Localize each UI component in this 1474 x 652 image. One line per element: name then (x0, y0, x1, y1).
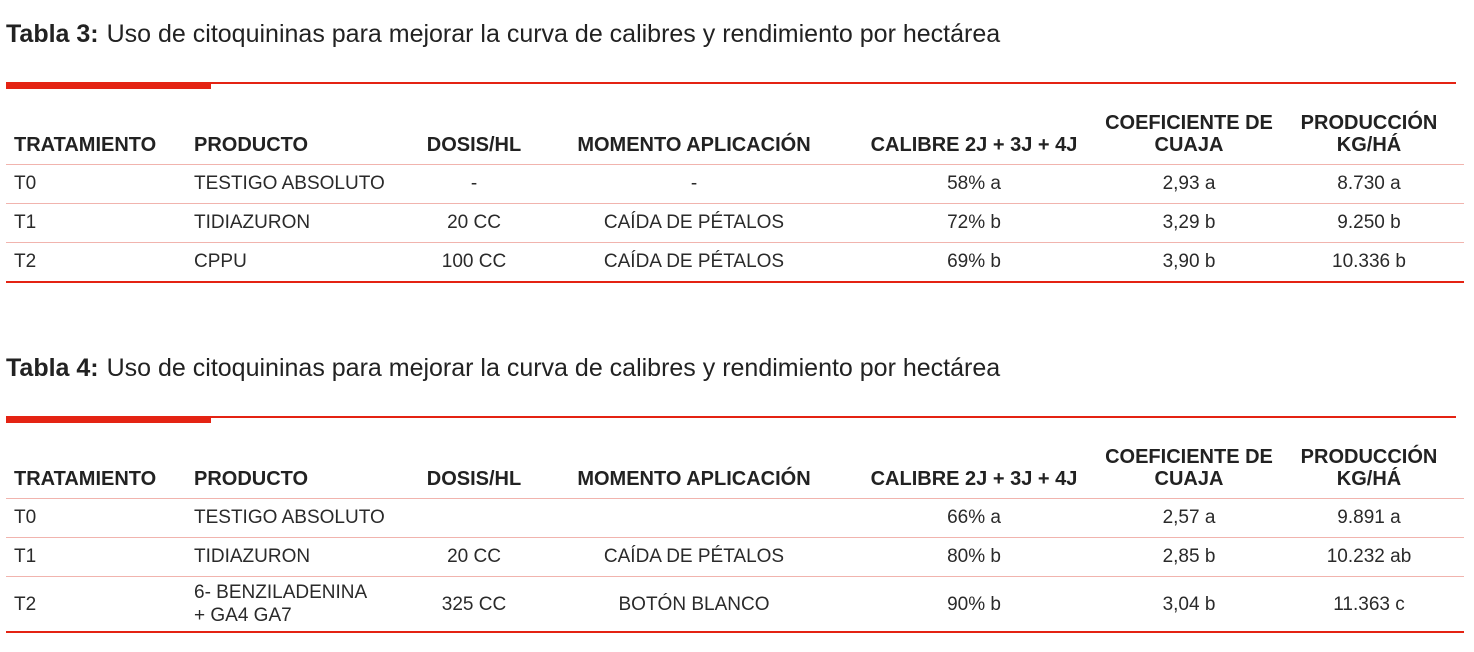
header-momento: MOMENTO APLICACIÓN (577, 468, 811, 490)
header-coeficiente-line2: CUAJA (1154, 468, 1224, 490)
cell-producto: TESTIGO ABSOLUTO (194, 173, 385, 194)
cell-momento (544, 499, 844, 538)
table-row (6, 538, 1464, 577)
cell-produccion: 10.336 b (1332, 251, 1406, 272)
cell-momento: CAÍDA DE PÉTALOS (603, 212, 785, 233)
table-4-block (6, 348, 1456, 633)
header-tratamiento: TRATAMIENTO (14, 134, 157, 156)
table-row (6, 243, 1464, 283)
table-caption: Uso de citoquininas para mejorar la curva de calibres y rendimiento por hectárea (106, 354, 1001, 382)
header-produccion (1274, 90, 1464, 165)
header-produccion (1274, 424, 1464, 499)
table-title (6, 348, 1456, 388)
data-table (6, 424, 1464, 633)
header-calibre: CALIBRE 2J + 3J + 4J (870, 134, 1078, 156)
cell-coeficiente: 3,90 b (1162, 251, 1216, 272)
table-label: Tabla 3: (6, 20, 99, 48)
data-table (6, 90, 1464, 283)
cell-produccion: 8.730 a (1337, 173, 1401, 194)
cell-producto-line2: + GA4 GA7 (194, 605, 292, 626)
cell-dosis: 100 CC (441, 251, 507, 272)
table-row (6, 204, 1464, 243)
header-momento: MOMENTO APLICACIÓN (577, 134, 811, 156)
cell-producto-line1: 6- BENZILADENINA (194, 582, 368, 603)
header-coeficiente (1104, 90, 1274, 165)
cell-tratamiento: T0 (14, 507, 37, 528)
cell-calibre: 72% b (947, 212, 1001, 233)
table-accent-rule (6, 416, 1456, 424)
table-accent-rule (6, 82, 1456, 90)
cell-produccion: 9.250 b (1337, 212, 1401, 233)
header-produccion-line2: KG/HÁ (1336, 134, 1402, 156)
cell-producto: CPPU (194, 251, 247, 272)
cell-producto (194, 577, 404, 633)
cell-momento: BOTÓN BLANCO (618, 593, 770, 615)
cell-produccion: 11.363 c (1333, 593, 1405, 615)
cell-coeficiente: 2,85 b (1162, 546, 1216, 567)
header-produccion-line2: KG/HÁ (1336, 468, 1402, 490)
header-dosis: DOSIS/HL (426, 468, 522, 490)
cell-coeficiente: 3,29 b (1162, 212, 1216, 233)
cell-momento: - (690, 173, 698, 194)
header-tratamiento: TRATAMIENTO (14, 468, 157, 490)
cell-tratamiento: T1 (14, 546, 37, 567)
header-row (6, 90, 1464, 165)
table-label: Tabla 4: (6, 354, 99, 382)
cell-producto: TIDIAZURON (194, 546, 311, 567)
cell-producto: TIDIAZURON (194, 212, 311, 233)
cell-dosis: 325 CC (441, 593, 507, 615)
header-dosis: DOSIS/HL (426, 134, 522, 156)
header-coeficiente (1104, 424, 1274, 499)
table-3-block (6, 14, 1456, 283)
cell-dosis: - (470, 173, 478, 194)
cell-calibre: 58% a (947, 173, 1001, 194)
table-row (6, 577, 1464, 633)
header-row (6, 424, 1464, 499)
table-caption: Uso de citoquininas para mejorar la curva de calibres y rendimiento por hectárea (106, 20, 1001, 48)
cell-calibre: 80% b (947, 546, 1001, 567)
cell-coeficiente: 3,04 b (1162, 593, 1216, 615)
header-coeficiente-line1: COEFICIENTE DE (1105, 112, 1273, 134)
cell-produccion: 10.232 ab (1326, 546, 1412, 567)
header-produccion-line1: PRODUCCIÓN (1300, 446, 1438, 468)
cell-tratamiento: T1 (14, 212, 37, 233)
cell-tratamiento: T2 (14, 593, 37, 615)
cell-dosis: 20 CC (447, 546, 501, 567)
cell-produccion: 9.891 a (1337, 507, 1401, 528)
header-producto: PRODUCTO (194, 468, 309, 490)
cell-tratamiento: T2 (14, 251, 37, 272)
table-title (6, 14, 1456, 54)
header-coeficiente-line2: CUAJA (1154, 134, 1224, 156)
cell-coeficiente: 2,57 a (1162, 507, 1216, 528)
cell-calibre: 69% b (947, 251, 1001, 272)
cell-calibre: 90% b (947, 593, 1001, 615)
cell-calibre: 66% a (947, 507, 1001, 528)
cell-dosis: 20 CC (447, 212, 501, 233)
cell-producto: TESTIGO ABSOLUTO (194, 507, 385, 528)
table-row (6, 165, 1464, 204)
header-calibre: CALIBRE 2J + 3J + 4J (870, 468, 1078, 490)
cell-momento: CAÍDA DE PÉTALOS (603, 546, 785, 567)
cell-momento: CAÍDA DE PÉTALOS (603, 251, 785, 272)
cell-coeficiente: 2,93 a (1162, 173, 1216, 194)
header-coeficiente-line1: COEFICIENTE DE (1105, 446, 1273, 468)
cell-tratamiento: T0 (14, 173, 37, 194)
header-produccion-line1: PRODUCCIÓN (1300, 112, 1438, 134)
cell-dosis (404, 499, 544, 538)
header-producto: PRODUCTO (194, 134, 309, 156)
table-row (6, 499, 1464, 538)
